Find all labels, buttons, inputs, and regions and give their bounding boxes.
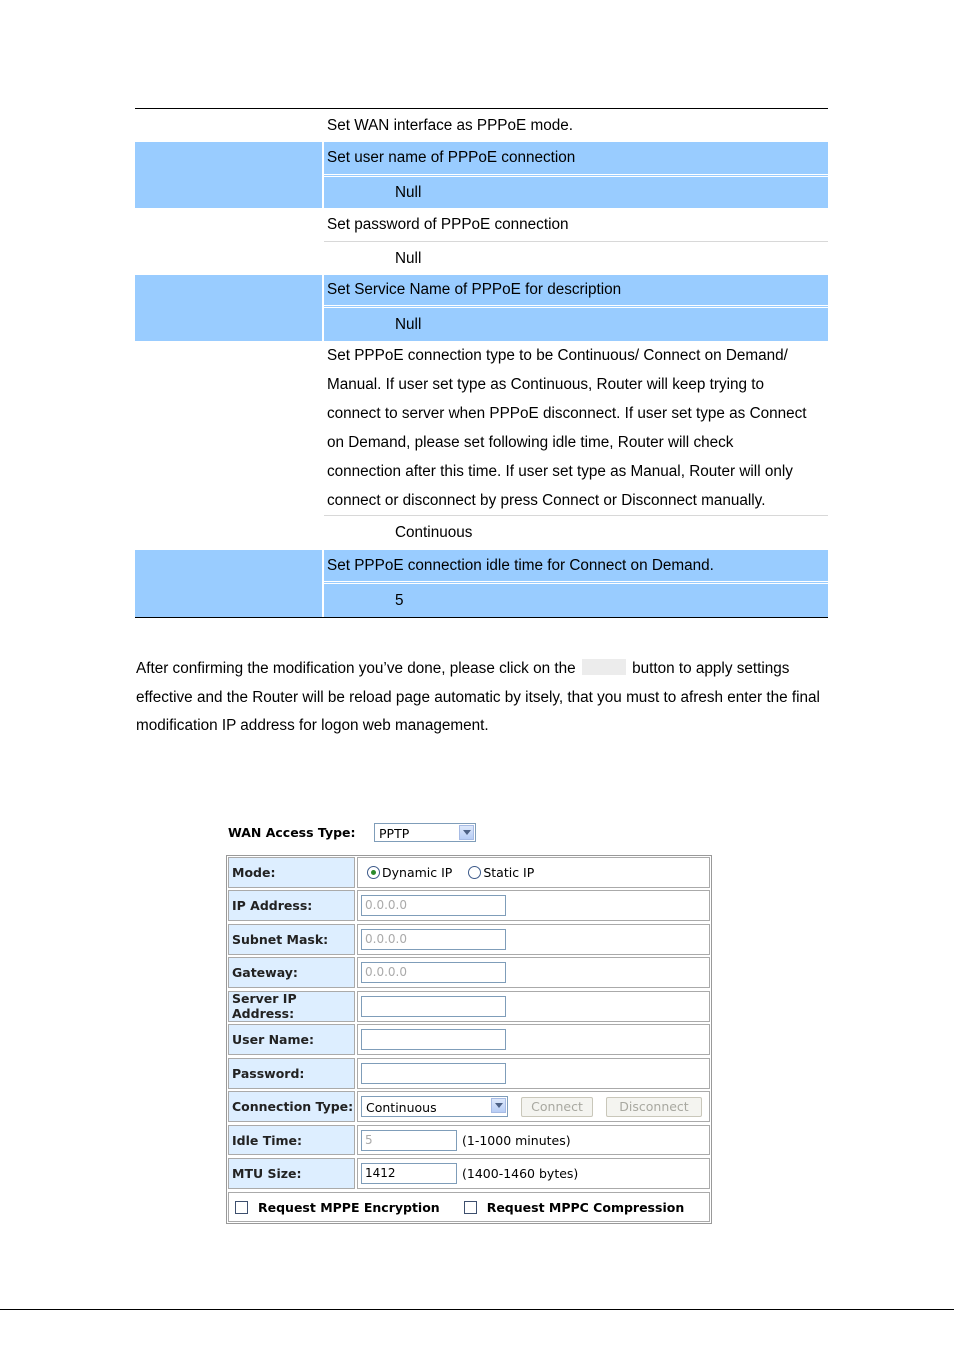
user-name-label: User Name: <box>228 1024 355 1055</box>
subnet-mask-input[interactable]: 0.0.0.0 <box>361 929 506 950</box>
idle-time-input[interactable]: 5 <box>361 1130 457 1151</box>
mppc-label: Request MPPC Compression <box>486 1199 685 1215</box>
connect-button[interactable]: Connect <box>521 1097 593 1117</box>
pptp-settings-form <box>226 818 712 1224</box>
subnet-mask-row <box>228 924 710 955</box>
param-default-value: 5 <box>324 584 828 617</box>
page-footer-rule <box>0 1309 954 1310</box>
radio-static-ip-label: Static IP <box>483 864 535 880</box>
subnet-mask-label: Subnet Mask: <box>228 924 355 955</box>
pptp-field-table <box>226 855 712 1224</box>
gateway-row <box>228 957 710 988</box>
param-description <box>324 341 828 516</box>
ip-address-row <box>228 890 710 921</box>
paragraph-text: button to apply settings <box>632 660 790 677</box>
radio-dynamic-ip-label: Dynamic IP <box>382 864 453 880</box>
password-row <box>228 1058 710 1089</box>
radio-static-ip[interactable] <box>468 866 481 879</box>
param-row-password <box>135 208 828 275</box>
mode-label: Mode: <box>228 857 355 888</box>
paragraph-text: effective and the Router will be reload page automatic by itsely, that you must to afresh enter the final <box>136 688 820 706</box>
paragraph-text: After confirming the modification you’ve done, please click on the <box>136 660 576 677</box>
param-description: Set password of PPPoE connection <box>324 208 828 242</box>
mtu-size-row <box>228 1158 710 1189</box>
connection-type-value: Continuous <box>366 1100 437 1116</box>
wan-access-type-select[interactable] <box>374 823 476 842</box>
user-name-input[interactable] <box>361 1029 506 1050</box>
gateway-label: Gateway: <box>228 957 355 988</box>
ip-address-label: IP Address: <box>228 890 355 921</box>
param-row-user-name <box>135 142 828 208</box>
param-description: Set Service Name of PPPoE for description <box>324 275 828 308</box>
desc-line: Set PPPoE connection type to be Continuous/ Connect on Demand/ <box>327 347 788 364</box>
desc-line: connect or disconnect by press Connect or Disconnect manually. <box>327 491 766 509</box>
connection-type-label: Connection Type: <box>228 1091 355 1122</box>
param-description: Set user name of PPPoE connection <box>324 142 828 177</box>
gateway-input[interactable]: 0.0.0.0 <box>361 962 506 983</box>
mppe-mppc-row <box>228 1192 710 1223</box>
mppe-label: Request MPPE Encryption <box>258 1199 440 1215</box>
server-ip-label: Server IP Address: <box>228 991 355 1022</box>
desc-line: connection after this time. If user set type as Manual, Router will only <box>327 462 793 480</box>
idle-time-row <box>228 1125 710 1156</box>
apply-button-placeholder <box>582 659 626 675</box>
apply-instructions <box>136 655 861 741</box>
server-ip-row <box>228 991 710 1022</box>
radio-dynamic-ip[interactable] <box>367 866 380 879</box>
param-description: Set PPPoE connection idle time for Connect on Demand. <box>324 550 828 584</box>
password-label: Password: <box>228 1058 355 1089</box>
connection-type-row <box>228 1091 710 1122</box>
param-default-value: Null <box>324 308 828 341</box>
parameter-table <box>135 108 828 618</box>
param-default-value: Continuous <box>395 524 473 542</box>
param-row-connection-type <box>135 341 828 550</box>
idle-time-hint: (1-1000 minutes) <box>462 1132 571 1148</box>
password-input[interactable] <box>361 1063 506 1084</box>
wan-access-type-value: PPTP <box>379 825 410 841</box>
chevron-down-icon <box>459 825 474 840</box>
ip-address-input[interactable]: 0.0.0.0 <box>361 895 506 916</box>
connection-type-select[interactable] <box>361 1096 508 1117</box>
mode-row <box>228 857 710 888</box>
desc-line: connect to server when PPPoE disconnect. If user set type as Connect <box>327 404 807 422</box>
param-row-wan-mode <box>135 109 828 142</box>
desc-line: on Demand, please set following idle time, Router will check <box>327 433 734 451</box>
mtu-size-label: MTU Size: <box>228 1158 355 1189</box>
idle-time-label: Idle Time: <box>228 1125 355 1156</box>
param-default-value: Null <box>324 177 828 208</box>
mppe-checkbox[interactable] <box>235 1201 248 1214</box>
param-default-value: Null <box>395 250 422 267</box>
desc-line: Manual. If user set type as Continuous, Router will keep trying to <box>327 375 765 393</box>
param-row-service-name <box>135 275 828 341</box>
chevron-down-icon <box>491 1098 506 1113</box>
server-ip-input[interactable] <box>361 996 506 1017</box>
paragraph-text: modification IP address for logon web management. <box>136 717 489 734</box>
wan-access-type-label: WAN Access Type: <box>228 824 356 840</box>
param-row-idle-time <box>135 550 828 617</box>
disconnect-button[interactable]: Disconnect <box>606 1097 702 1117</box>
user-name-row <box>228 1024 710 1055</box>
param-description: Set WAN interface as PPPoE mode. <box>327 117 573 134</box>
mtu-size-hint: (1400-1460 bytes) <box>462 1166 579 1182</box>
mtu-size-input[interactable]: 1412 <box>361 1163 457 1184</box>
mppc-checkbox[interactable] <box>464 1201 477 1214</box>
